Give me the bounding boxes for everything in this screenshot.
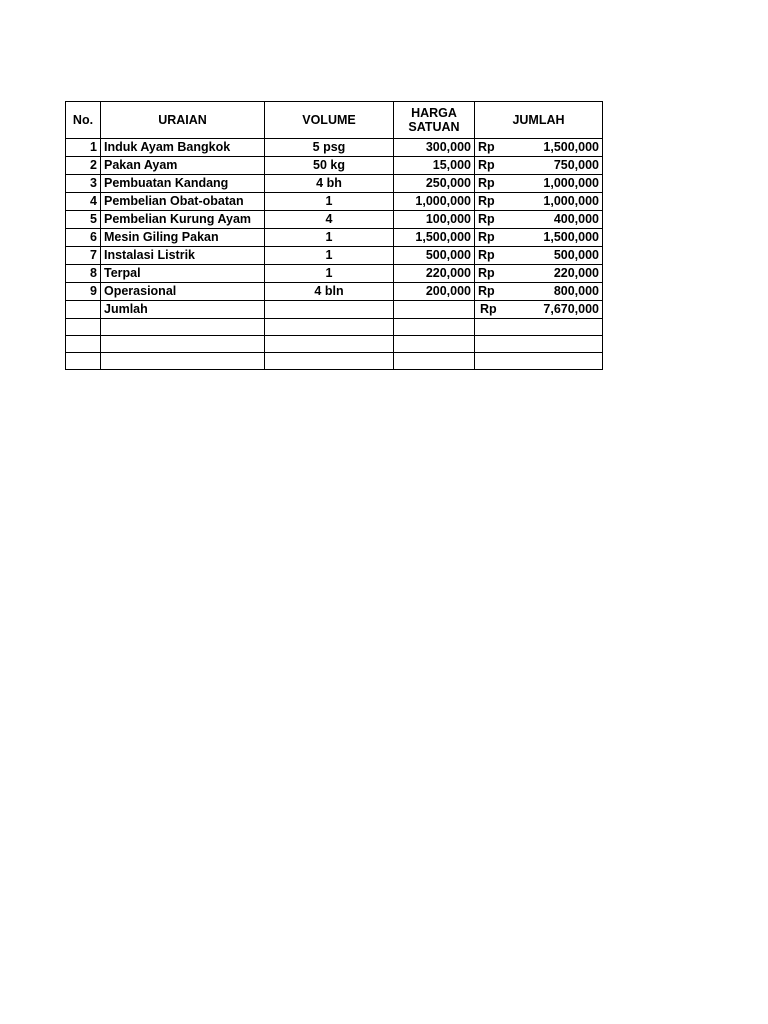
row-harga: 200,000 xyxy=(394,283,475,301)
row-jumlah xyxy=(475,139,603,157)
empty-cell xyxy=(265,353,394,370)
empty-cell xyxy=(394,336,475,353)
row-uraian: Pembuatan Kandang xyxy=(101,175,265,193)
empty-cell xyxy=(475,353,603,370)
row-amount: 1,000,000 xyxy=(543,194,599,208)
row-harga: 1,500,000 xyxy=(394,229,475,247)
row-amount: 800,000 xyxy=(553,284,599,298)
row-amount: 220,000 xyxy=(553,266,599,280)
row-volume: 1 xyxy=(265,193,394,211)
currency-label: Rp xyxy=(478,284,495,298)
row-jumlah xyxy=(475,157,603,175)
empty-cell xyxy=(265,336,394,353)
header-uraian: URAIAN xyxy=(101,102,265,139)
row-no: 2 xyxy=(66,157,101,175)
row-jumlah xyxy=(475,229,603,247)
row-amount: 1,500,000 xyxy=(543,230,599,244)
header-row xyxy=(66,102,603,139)
row-harga: 250,000 xyxy=(394,175,475,193)
total-harga-cell xyxy=(394,301,475,319)
row-volume: 50 kg xyxy=(265,157,394,175)
empty-row xyxy=(66,319,603,336)
row-amount: 1,500,000 xyxy=(543,140,599,154)
currency-label: Rp xyxy=(478,230,495,244)
row-harga: 220,000 xyxy=(394,265,475,283)
header-harga-line2: SATUAN xyxy=(408,120,460,134)
currency-label: Rp xyxy=(478,212,495,226)
budget-table xyxy=(65,101,603,370)
currency-label: Rp xyxy=(478,266,495,280)
header-jumlah: JUMLAH xyxy=(475,102,603,139)
empty-cell xyxy=(394,353,475,370)
table-row xyxy=(66,157,603,175)
header-volume: VOLUME xyxy=(265,102,394,139)
row-no: 1 xyxy=(66,139,101,157)
header-harga-satuan xyxy=(394,102,475,139)
row-no: 5 xyxy=(66,211,101,229)
header-no: No. xyxy=(66,102,101,139)
row-amount: 400,000 xyxy=(553,212,599,226)
row-jumlah xyxy=(475,175,603,193)
empty-cell xyxy=(101,336,265,353)
table-row xyxy=(66,229,603,247)
row-no: 7 xyxy=(66,247,101,265)
row-amount: 750,000 xyxy=(553,158,599,172)
row-volume: 1 xyxy=(265,265,394,283)
total-label: Jumlah xyxy=(101,301,265,319)
row-harga: 15,000 xyxy=(394,157,475,175)
row-jumlah xyxy=(475,211,603,229)
empty-cell xyxy=(265,319,394,336)
currency-label: Rp xyxy=(478,194,495,208)
empty-row xyxy=(66,336,603,353)
total-row xyxy=(66,301,603,319)
row-no: 3 xyxy=(66,175,101,193)
empty-cell xyxy=(101,319,265,336)
row-harga: 500,000 xyxy=(394,247,475,265)
table-row xyxy=(66,193,603,211)
empty-cell xyxy=(66,319,101,336)
row-harga: 1,000,000 xyxy=(394,193,475,211)
table-row xyxy=(66,211,603,229)
row-volume: 4 bh xyxy=(265,175,394,193)
row-uraian: Mesin Giling Pakan xyxy=(101,229,265,247)
row-no: 8 xyxy=(66,265,101,283)
empty-cell xyxy=(475,319,603,336)
empty-cell xyxy=(66,336,101,353)
currency-label: Rp xyxy=(478,158,495,172)
row-volume: 5 psg xyxy=(265,139,394,157)
row-volume: 1 xyxy=(265,229,394,247)
currency-label: Rp xyxy=(478,176,495,190)
total-volume-cell xyxy=(265,301,394,319)
row-jumlah xyxy=(475,283,603,301)
row-no: 6 xyxy=(66,229,101,247)
currency-label: Rp xyxy=(478,140,495,154)
row-uraian: Operasional xyxy=(101,283,265,301)
total-no-cell xyxy=(66,301,101,319)
row-jumlah xyxy=(475,265,603,283)
row-volume: 4 bln xyxy=(265,283,394,301)
row-uraian: Pembelian Obat-obatan xyxy=(101,193,265,211)
empty-cell xyxy=(394,319,475,336)
row-uraian: Induk Ayam Bangkok xyxy=(101,139,265,157)
row-uraian: Pakan Ayam xyxy=(101,157,265,175)
currency-label: Rp xyxy=(478,248,495,262)
row-amount: 1,000,000 xyxy=(543,176,599,190)
empty-cell xyxy=(475,336,603,353)
row-jumlah xyxy=(475,193,603,211)
empty-cell xyxy=(66,353,101,370)
row-no: 4 xyxy=(66,193,101,211)
row-volume: 1 xyxy=(265,247,394,265)
row-harga: 100,000 xyxy=(394,211,475,229)
row-harga: 300,000 xyxy=(394,139,475,157)
row-volume: 4 xyxy=(265,211,394,229)
row-jumlah xyxy=(475,247,603,265)
row-uraian: Pembelian Kurung Ayam xyxy=(101,211,265,229)
row-no: 9 xyxy=(66,283,101,301)
total-currency-label: Rp xyxy=(480,302,497,316)
empty-cell xyxy=(101,353,265,370)
table-row xyxy=(66,283,603,301)
total-amount: 7,670,000 xyxy=(543,302,599,316)
empty-row xyxy=(66,353,603,370)
table-row xyxy=(66,175,603,193)
total-jumlah xyxy=(475,301,603,319)
row-amount: 500,000 xyxy=(553,248,599,262)
row-uraian: Instalasi Listrik xyxy=(101,247,265,265)
table-row xyxy=(66,139,603,157)
header-harga-line1: HARGA xyxy=(411,106,457,120)
table-row xyxy=(66,265,603,283)
row-uraian: Terpal xyxy=(101,265,265,283)
table-row xyxy=(66,247,603,265)
